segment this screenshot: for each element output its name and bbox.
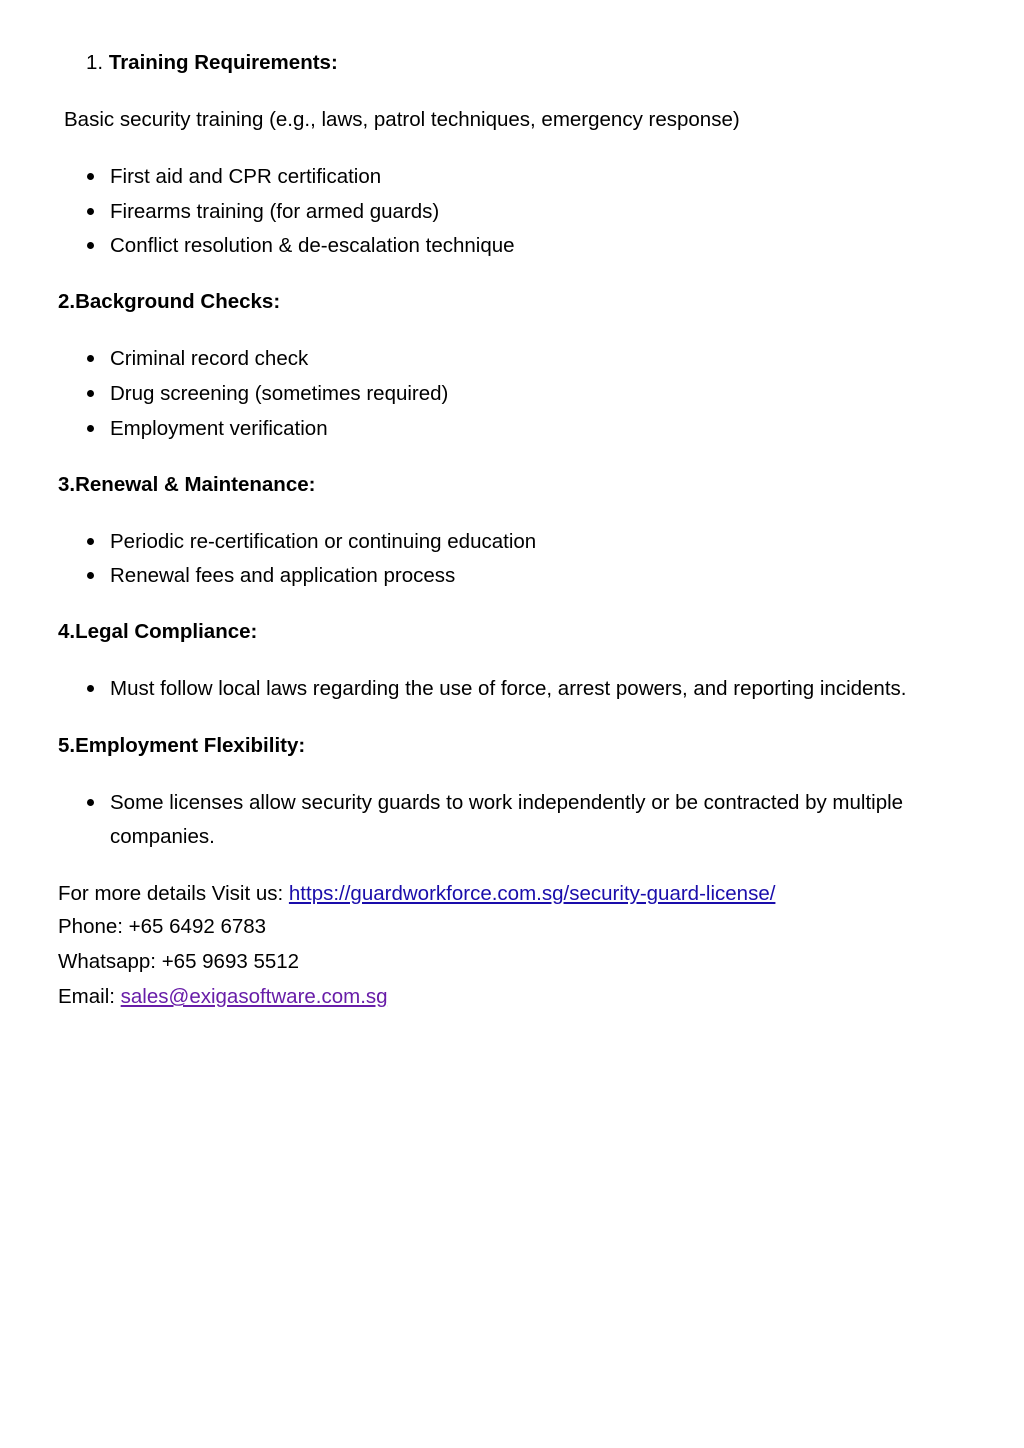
bullet-icon [87,538,94,545]
list-item: Criminal record check [110,347,309,370]
list-item: Must follow local laws regarding the use of force, arrest powers, and reporting incidents. [110,677,907,700]
list-item: Drug screening (sometimes required) [110,382,449,405]
section2-heading: 2.Background Checks: [58,290,281,313]
bullet-icon [87,572,94,579]
bullet-icon [87,425,94,432]
bullet-icon [87,685,94,692]
whatsapp-line: Whatsapp: +65 9693 5512 [58,950,300,973]
list-item: Periodic re-certification or continuing education [110,530,537,553]
list-item: Renewal fees and application process [110,564,456,587]
phone-line: Phone: +65 6492 6783 [58,915,267,938]
bullet-icon [87,242,94,249]
section5-heading: 5.Employment Flexibility: [58,734,306,757]
section4-heading: 4.Legal Compliance: [58,620,258,643]
section1-heading: Training Requirements: [108,51,338,74]
section3-heading: 3.Renewal & Maintenance: [58,473,316,496]
section1-heading-line [86,46,338,81]
list-item-continuation: companies. [110,825,215,848]
email-label: Email: [58,985,121,1008]
list-item: First aid and CPR certification [110,165,382,188]
website-link[interactable]: https://guardworkforce.com.sg/security-guard-license/ [288,882,776,905]
list-item: Firearms training (for armed guards) [110,200,440,223]
details-label: For more details Visit us: [58,882,289,905]
bullet-icon [87,208,94,215]
list-item: Some licenses allow security guards to work independently or be contracted by multiple [110,791,904,814]
details-line [58,877,775,912]
email-link[interactable]: sales@exigasoftware.com.sg [120,985,388,1008]
section1-number: 1. [86,51,104,74]
bullet-icon [87,799,94,806]
list-item: Employment verification [110,417,328,440]
bullet-icon [87,173,94,180]
email-line [58,980,388,1015]
bullet-icon [87,355,94,362]
list-item: Conflict resolution & de-escalation technique [110,234,515,257]
bullet-icon [87,390,94,397]
section1-intro: Basic security training (e.g., laws, patrol techniques, emergency response) [64,108,740,131]
